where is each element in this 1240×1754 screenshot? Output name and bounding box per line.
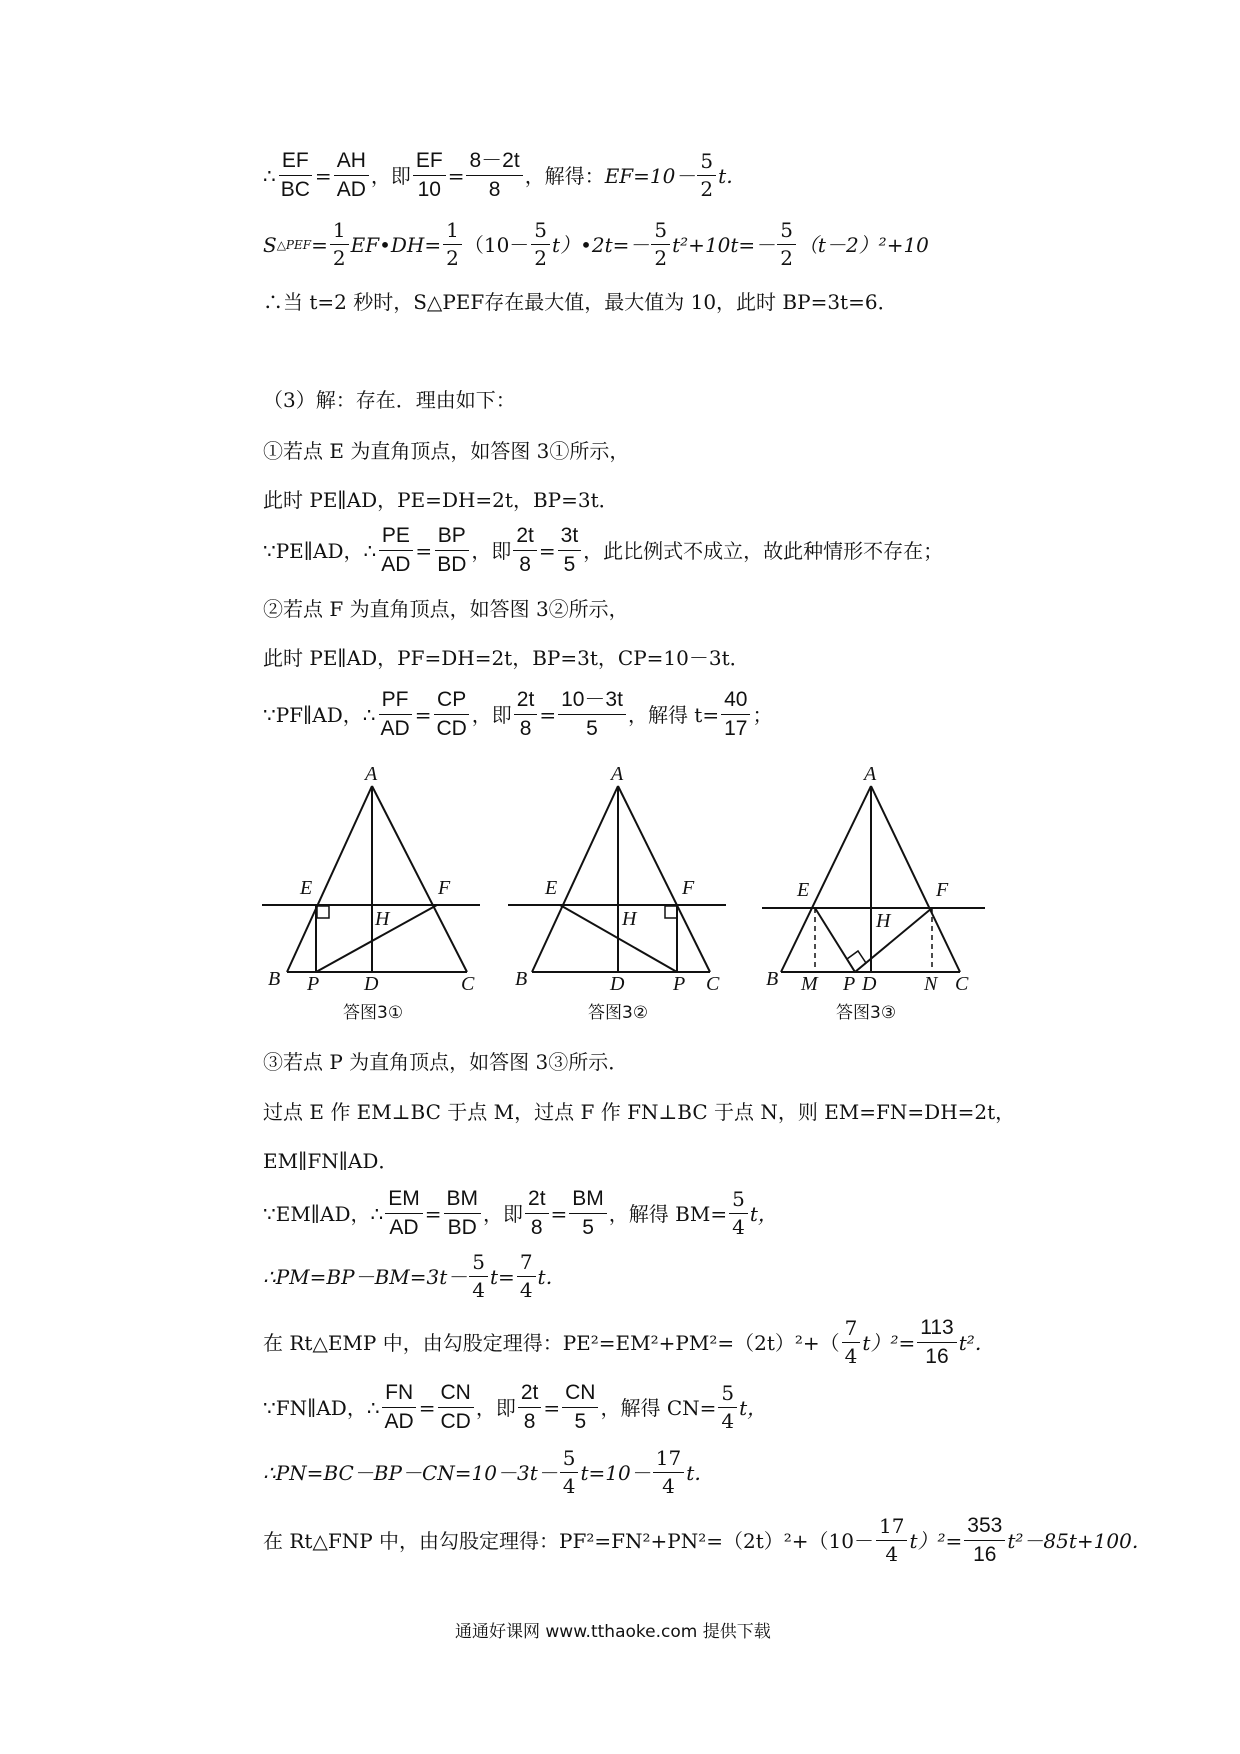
- numerator: 5: [777, 220, 796, 245]
- text-line-5: ①若点 E 为直角顶点，如答图 3①所示，: [263, 439, 630, 463]
- text-line-4: （3）解：存在．理由如下：: [263, 388, 516, 412]
- fraction: [558, 689, 626, 740]
- numerator: 17: [876, 1516, 907, 1541]
- fraction: [569, 1188, 607, 1239]
- denominator: 8: [519, 553, 531, 577]
- text: t．: [686, 1460, 715, 1485]
- figure-caption: 答图3①: [343, 1003, 404, 1023]
- denominator: BD: [437, 553, 467, 577]
- text: t）²=: [909, 1528, 963, 1553]
- figure-1: [262, 763, 480, 1023]
- text: ∵PE∥AD，∴: [263, 538, 377, 563]
- text: =: [543, 1395, 561, 1420]
- numerator: EM: [385, 1188, 423, 1214]
- text: t²－85t+100．: [1007, 1528, 1152, 1553]
- fraction: [382, 1382, 417, 1433]
- numerator: 5: [697, 151, 716, 176]
- label-A: A: [864, 763, 877, 785]
- numerator: 8－2t: [466, 150, 522, 176]
- fraction: [443, 220, 462, 269]
- fraction: [558, 525, 582, 576]
- label-P: P: [673, 973, 686, 995]
- fraction: [531, 220, 550, 269]
- denominator: 8: [523, 1410, 536, 1434]
- equation-line-16: [263, 1317, 995, 1368]
- denominator: AD: [336, 178, 366, 202]
- text: =: [447, 163, 465, 188]
- denominator: 4: [844, 1344, 858, 1369]
- text: ；: [752, 702, 773, 727]
- text: ∴: [263, 163, 276, 188]
- label-E: E: [300, 877, 313, 899]
- equation-line-10: [263, 689, 772, 740]
- text: t²．: [958, 1330, 995, 1355]
- numerator: 7: [842, 1318, 861, 1343]
- text-line-13: EM∥FN∥AD．: [263, 1149, 399, 1173]
- numerator: 10－3t: [558, 689, 626, 715]
- numerator: CN: [438, 1382, 474, 1408]
- label-P: P: [843, 973, 856, 995]
- text: ，即: [471, 702, 512, 727]
- label-D: D: [364, 973, 379, 995]
- text-line-11: ③若点 P 为直角顶点，如答图 3③所示．: [263, 1050, 629, 1074]
- text: =: [415, 538, 433, 563]
- fraction: [653, 1448, 684, 1497]
- denominator: 2: [700, 177, 714, 202]
- fraction: [517, 1252, 536, 1301]
- denominator: 2: [534, 246, 548, 270]
- label-B: B: [766, 968, 779, 990]
- fraction: [721, 689, 750, 740]
- text: t²+10t=－: [672, 232, 776, 257]
- text: ，解得 t=: [627, 702, 720, 727]
- label-D: D: [862, 973, 877, 995]
- text: ，解得：: [524, 163, 605, 188]
- label-M: M: [801, 973, 818, 995]
- numerator: AH: [334, 150, 369, 176]
- text-line-12: 过点 E 作 EM⊥BC 于点 M，过点 F 作 FN⊥BC 于点 N，则 EM=FN=DH=2t，: [263, 1100, 1016, 1124]
- text: t．: [537, 1264, 566, 1289]
- text: t）•2t=－: [552, 232, 650, 257]
- text: t）²=: [862, 1330, 916, 1355]
- numerator: BM: [569, 1188, 607, 1214]
- fraction: [278, 150, 313, 201]
- numerator: 113: [917, 1317, 956, 1343]
- text: t，: [749, 1201, 778, 1226]
- text: ，即: [370, 163, 411, 188]
- denominator: 4: [732, 1215, 745, 1240]
- fraction: [514, 689, 538, 740]
- text: ∴PM=BP－BM=3t－: [263, 1264, 468, 1289]
- page-footer: 通通好课网 www.tthaoke.com 提供下载: [455, 1622, 771, 1642]
- text: ，此比例式不成立，故此种情形不存在；: [583, 538, 944, 563]
- equation-line-2: [263, 220, 929, 269]
- denominator: AD: [381, 553, 411, 577]
- label-C: C: [706, 973, 720, 995]
- equation-line-14: [263, 1188, 778, 1239]
- label-A: A: [365, 763, 378, 785]
- text: ∵PF∥AD，∴: [263, 702, 376, 727]
- fraction: [560, 1448, 579, 1497]
- numerator: BM: [444, 1188, 482, 1214]
- numerator: CN: [562, 1382, 598, 1408]
- fraction: [330, 220, 349, 269]
- denominator: 8: [530, 1216, 543, 1240]
- text: 在 Rt△EMP 中，由勾股定理得：PE²=EM²+PM²=（2t）²+（: [263, 1330, 840, 1355]
- geometry-figures: [0, 750, 1240, 1050]
- text: t=: [490, 1264, 515, 1289]
- figure-caption: 答图3③: [836, 1003, 897, 1023]
- denominator: 5: [582, 1216, 594, 1240]
- text: =: [538, 538, 556, 563]
- text: 在 Rt△FNP 中，由勾股定理得：PF²=FN²+PN²=（2t）²+（10－: [263, 1528, 875, 1553]
- text: ，即: [471, 538, 512, 563]
- denominator: 4: [562, 1474, 576, 1498]
- fraction: [562, 1382, 598, 1433]
- denominator: 2: [654, 246, 668, 270]
- numerator: PF: [379, 689, 412, 715]
- numerator: 5: [560, 1448, 579, 1473]
- numerator: 2t: [518, 1382, 542, 1408]
- text: S: [263, 232, 277, 257]
- fraction: [385, 1188, 423, 1239]
- text: =: [414, 702, 432, 727]
- numerator: 5: [531, 220, 550, 245]
- fraction: [842, 1318, 861, 1367]
- label-F: F: [682, 877, 695, 899]
- fraction: [876, 1516, 907, 1565]
- label-C: C: [461, 973, 475, 995]
- numerator: 353: [964, 1515, 1005, 1541]
- equation-line-17: [263, 1382, 767, 1433]
- denominator: 4: [662, 1474, 675, 1498]
- fraction: [777, 220, 796, 269]
- text: t．: [718, 163, 747, 188]
- equation-line-18: [263, 1448, 714, 1497]
- text: EF=10－: [604, 163, 696, 188]
- text-line-3: ∴当 t=2 秒时，S△PEF存在最大值，最大值为 10，此时 BP=3t=6．: [263, 290, 898, 314]
- fraction: [438, 1382, 474, 1433]
- equation-line-15: [263, 1252, 566, 1301]
- fraction: [729, 1189, 748, 1238]
- denominator: AD: [380, 717, 410, 741]
- denominator: 17: [724, 717, 748, 741]
- equation-line-7: [263, 525, 943, 576]
- fraction: [513, 525, 537, 576]
- text: =: [550, 1201, 568, 1226]
- numerator: EF: [413, 150, 446, 176]
- denominator: 8: [519, 717, 532, 741]
- denominator: AD: [384, 1410, 414, 1434]
- text-line-8: ②若点 F 为直角顶点，如答图 3②所示，: [263, 597, 629, 621]
- text: （t－2）²+10: [797, 232, 929, 257]
- fraction: [518, 1382, 542, 1433]
- denominator: 4: [472, 1278, 486, 1302]
- denominator: 16: [925, 1345, 949, 1369]
- fraction: [378, 689, 413, 740]
- numerator: BP: [435, 525, 469, 551]
- denominator: 2: [446, 246, 459, 270]
- equation-line-1: [263, 150, 746, 201]
- denominator: 5: [563, 553, 576, 577]
- fraction: [444, 1188, 482, 1239]
- denominator: 10: [417, 178, 441, 202]
- numerator: 17: [653, 1448, 684, 1473]
- fraction: [434, 525, 469, 576]
- fraction: [525, 1188, 549, 1239]
- text: ，即: [475, 1395, 516, 1420]
- label-H: H: [622, 908, 637, 930]
- fraction: [964, 1515, 1005, 1566]
- label-E: E: [797, 879, 810, 901]
- text: ，解得 CN=: [600, 1395, 717, 1420]
- text: ∵EM∥AD，∴: [263, 1201, 384, 1226]
- equation-line-19: [263, 1515, 1152, 1566]
- text: =: [418, 1395, 436, 1420]
- fraction: [466, 150, 522, 201]
- text: （10－: [463, 232, 530, 257]
- text-line-6: 此时 PE∥AD，PE=DH=2t，BP=3t．: [263, 488, 619, 512]
- denominator: BD: [447, 1216, 477, 1240]
- label-E: E: [545, 877, 558, 899]
- text: =: [539, 702, 557, 727]
- numerator: 5: [718, 1383, 737, 1408]
- fraction: [413, 150, 446, 201]
- subscript: △PEF: [276, 237, 312, 252]
- denominator: 5: [574, 1410, 587, 1434]
- denominator: 2: [780, 246, 793, 270]
- fraction: [718, 1383, 737, 1432]
- label-B: B: [268, 968, 281, 990]
- denominator: 4: [519, 1278, 533, 1302]
- numerator: 7: [517, 1252, 536, 1277]
- fraction: [469, 1252, 488, 1301]
- text: ∵FN∥AD，∴: [263, 1395, 380, 1420]
- label-A: A: [611, 763, 624, 785]
- label-P: P: [307, 973, 320, 995]
- text: =: [424, 1201, 442, 1226]
- text: ，解得 BM=: [608, 1201, 728, 1226]
- numerator: 5: [729, 1189, 748, 1214]
- text: =: [314, 163, 332, 188]
- denominator: 5: [586, 717, 598, 741]
- label-F: F: [936, 879, 949, 901]
- denominator: AD: [389, 1216, 419, 1240]
- numerator: 1: [443, 220, 462, 245]
- text-line-9: 此时 PE∥AD，PF=DH=2t，BP=3t，CP=10－3t．: [263, 646, 750, 670]
- text: EF•DH=: [350, 232, 442, 257]
- text: =: [311, 232, 328, 257]
- fraction: [651, 220, 670, 269]
- denominator: 8: [488, 178, 501, 202]
- numerator: FN: [382, 1382, 416, 1408]
- label-D: D: [610, 973, 625, 995]
- numerator: CP: [434, 689, 469, 715]
- denominator: CD: [436, 717, 467, 741]
- label-H: H: [375, 908, 390, 930]
- denominator: CD: [440, 1410, 471, 1434]
- numerator: 5: [651, 220, 670, 245]
- label-B: B: [515, 968, 528, 990]
- denominator: 4: [721, 1409, 735, 1434]
- numerator: PE: [379, 525, 413, 551]
- numerator: 3t: [558, 525, 582, 551]
- denominator: 2: [332, 246, 346, 270]
- figure-caption: 答图3②: [588, 1003, 649, 1023]
- fraction: [334, 150, 369, 201]
- label-H: H: [876, 910, 891, 932]
- denominator: 4: [885, 1542, 899, 1567]
- figure-3: [762, 763, 985, 1023]
- text: t，: [739, 1395, 768, 1420]
- fraction: [433, 689, 469, 740]
- text: t=10－: [580, 1460, 651, 1485]
- denominator: BC: [280, 178, 310, 202]
- fraction: [378, 525, 413, 576]
- numerator: 40: [721, 689, 750, 715]
- figure-2: [508, 763, 726, 1023]
- fraction: [697, 151, 716, 200]
- numerator: 2t: [513, 525, 537, 551]
- numerator: 1: [330, 220, 349, 245]
- numerator: 5: [469, 1252, 488, 1277]
- label-F: F: [438, 877, 451, 899]
- text: ，即: [483, 1201, 524, 1226]
- numerator: 2t: [525, 1188, 549, 1214]
- numerator: 2t: [514, 689, 538, 715]
- denominator: 16: [973, 1543, 997, 1567]
- numerator: EF: [279, 150, 312, 176]
- fraction: [917, 1317, 956, 1368]
- text: ∴PN=BC－BP－CN=10－3t－: [263, 1460, 558, 1485]
- label-N: N: [924, 973, 938, 995]
- label-C: C: [955, 973, 969, 995]
